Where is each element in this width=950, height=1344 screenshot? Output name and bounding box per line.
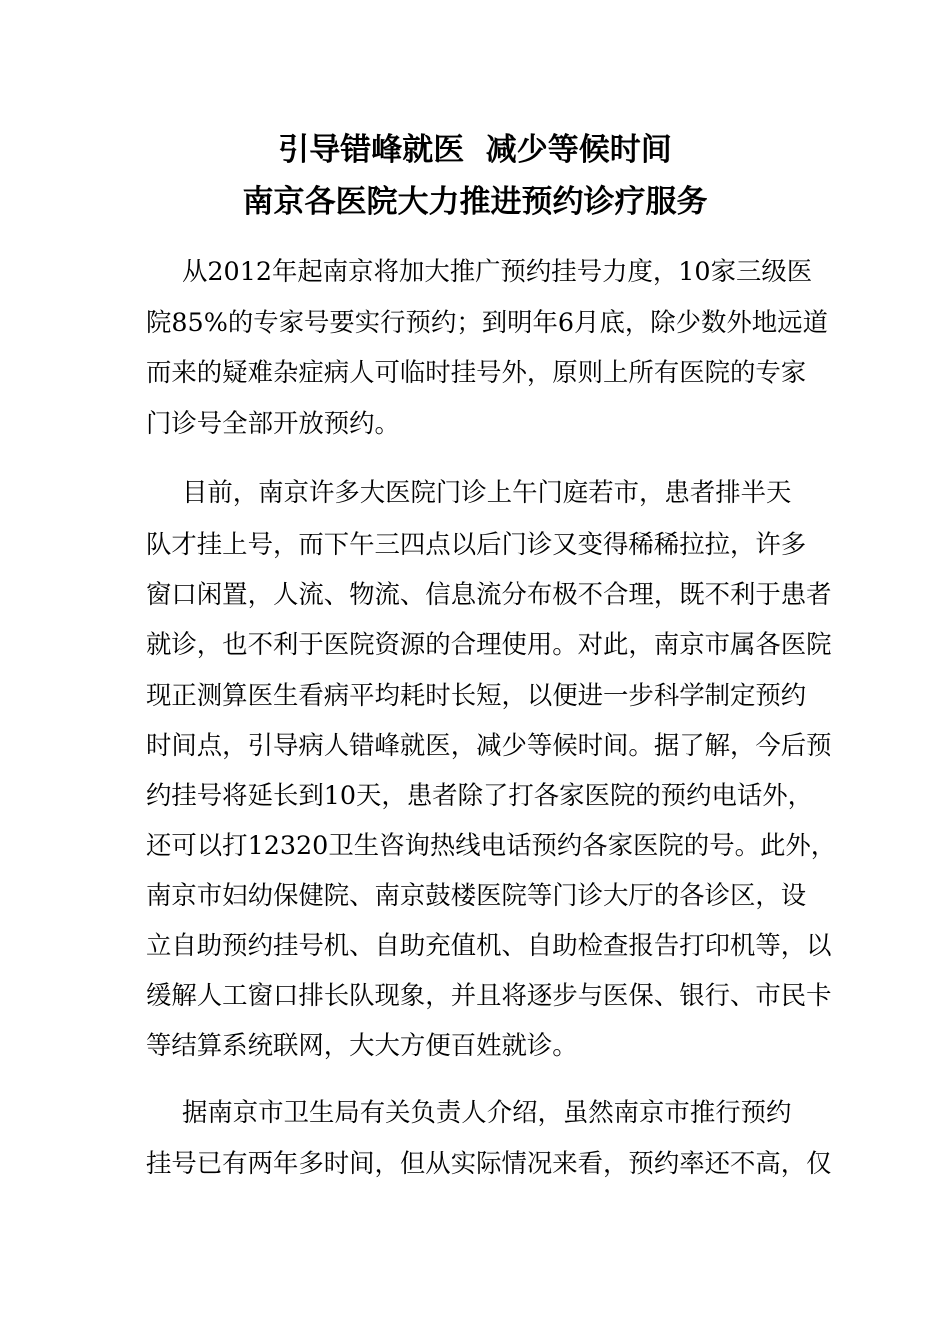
paragraph-2-line-2: 队才挂上号，而下午三四点以后门诊又变得稀稀拉拉，许多 <box>146 529 807 559</box>
paragraph-2-line-3: 窗口闲置，人流、物流、信息流分布极不合理，既不利于患者 <box>146 579 832 609</box>
paragraph-3-line-2: 挂号已有两年多时间，但从实际情况来看，预约率还不高，仅 <box>146 1148 832 1178</box>
title-line-2: 南京各医院大力推进预约诊疗服务 <box>242 184 708 220</box>
paragraph-2-line-7: 约挂号将延长到10天，患者除了打各家医院的预约电话外， <box>146 780 814 810</box>
paragraph-2-line-12: 等结算系统联网，大大方便百姓就诊。 <box>146 1030 578 1060</box>
paragraph-2-line-10: 立自助预约挂号机、自助充值机、自助检查报告打印机等，以 <box>146 930 832 960</box>
paragraph-3-line-1: 据南京市卫生局有关负责人介绍，虽然南京市推行预约 <box>182 1097 792 1127</box>
paragraph-2-line-6: 时间点，引导病人错峰就医，减少等候时间。据了解，今后预 <box>146 730 832 760</box>
paragraph-2-line-11: 缓解人工窗口排长队现象，并且将逐步与医保、银行、市民卡 <box>146 980 832 1010</box>
paragraph-2-line-4: 就诊，也不利于医院资源的合理使用。对此，南京市属各医院 <box>146 629 832 659</box>
paragraph-1-line-3: 而来的疑难杂症病人可临时挂号外，原则上所有医院的专家 <box>146 357 807 387</box>
title-line-1: 引导错峰就医 减少等候时间 <box>278 132 672 168</box>
paragraph-2-line-1: 目前，南京许多大医院门诊上午门庭若市，患者排半天 <box>182 477 792 507</box>
paragraph-1-line-1: 从2012年起南京将加大推广预约挂号力度，10家三级医 <box>182 256 813 286</box>
paragraph-2-line-8: 还可以打12320卫生咨询热线电话预约各家医院的号。此外， <box>146 830 837 860</box>
paragraph-1-line-2: 院85%的专家号要实行预约；到明年6月底，除少数外地远道 <box>146 307 828 337</box>
paragraph-2-line-9: 南京市妇幼保健院、南京鼓楼医院等门诊大厅的各诊区，设 <box>146 880 807 910</box>
paragraph-1-line-4: 门诊号全部开放预约。 <box>146 408 400 438</box>
paragraph-2-line-5: 现正测算医生看病平均耗时长短，以便进一步科学制定预约 <box>146 680 807 710</box>
